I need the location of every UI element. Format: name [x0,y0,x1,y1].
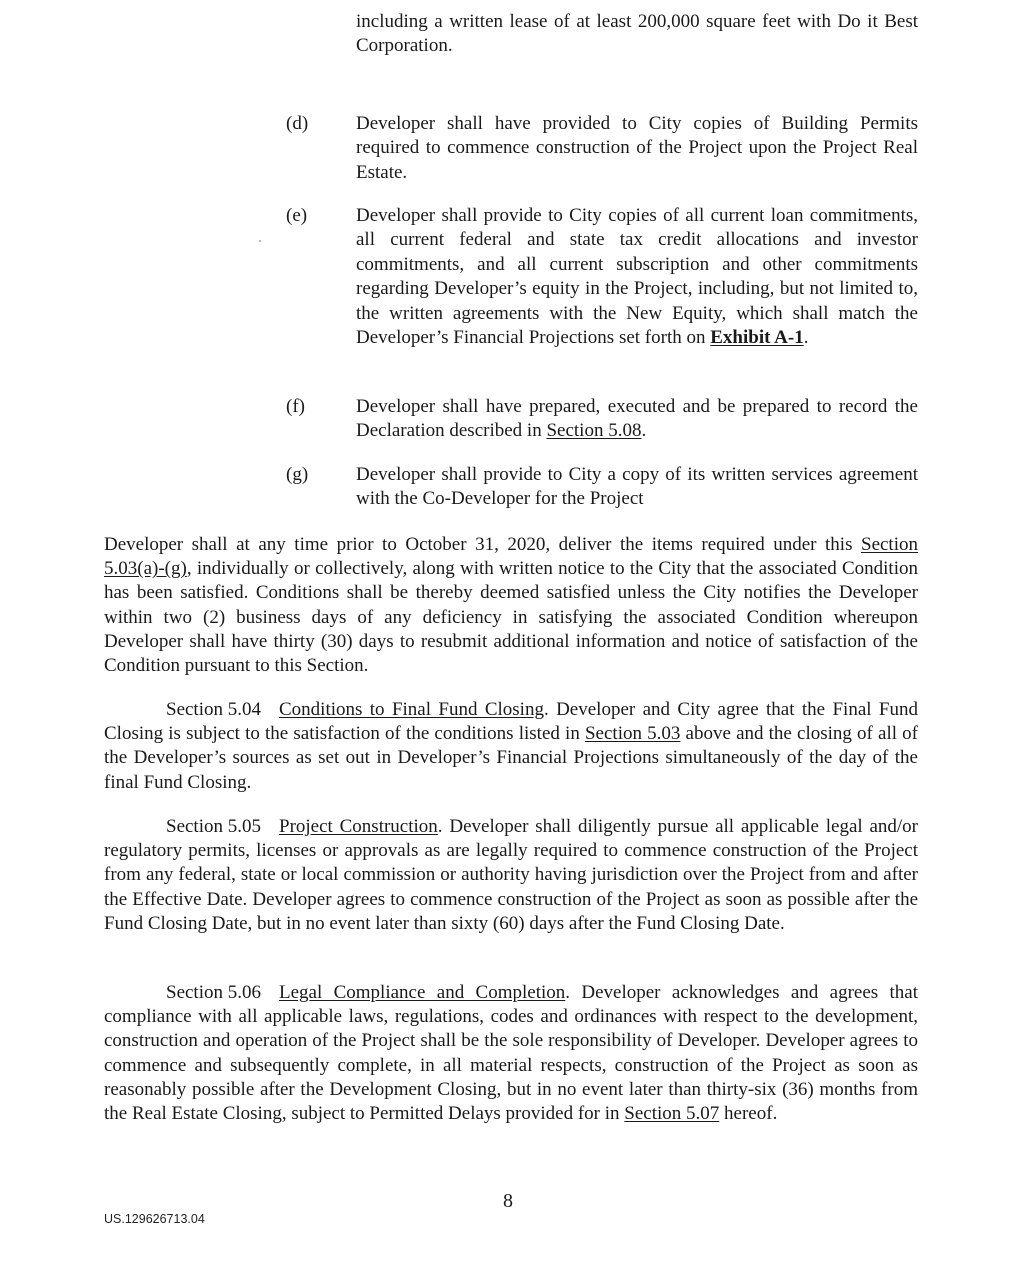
section-title: Conditions to Final Fund Closing [279,699,544,720]
text-segment: Developer shall provide to City copies of all current loan commitments, all current federal and state tax credit allocations and investor commitments, and all current subscription and other commitments regarding Developer’s equity in the Project, including, but not limited to, the written agreements with the New Equity, which shall match the Developer’s Financial Projections set forth on [356,205,918,349]
list-label: (f) [286,396,305,417]
list-item-f [286,395,918,444]
list-item-text: Developer shall have provided to City copies of Building Permits required to commence construction of the Project upon the Project Real Estate. [356,113,918,183]
list-item-text [356,204,918,350]
text-segment: . Developer and City agree that the Final Fund Closing is subject to the satisfaction of the conditions listed in [104,699,918,745]
text-segment: hereof. [719,1103,778,1125]
text-segment: Developer shall at any time prior to October 31, 2020, deliver the items required under this [104,534,861,555]
document-id: US.129626713.04 [104,1212,205,1226]
text-segment: . Developer shall diligently pursue all applicable legal and/or regulatory permits, licenses or approvals as are legally required to commence construction of the Project from any federal, state or local commission or authority having jurisdiction over the Project from and after the Effective Date. Developer agrees to commence construction of the Project as soon as possible after the Fund Closing Date, but in no event later than sixty (60) days after the Fund Closing Date. [104,816,919,934]
list-label: (d) [286,113,309,134]
section-link[interactable]: Section 5.03 [584,723,681,745]
list-label: (e) [286,205,308,226]
section-link[interactable]: Section 5.03(a)-(g) [104,534,918,580]
scan-artifact [259,240,261,242]
list-label: (g) [286,464,309,485]
section-5-04 [104,698,918,795]
section-5-06 [104,981,918,1126]
section-number: Section 5.05 [166,816,261,837]
section-number: Section 5.06 [166,982,261,1003]
exhibit-link[interactable]: Exhibit A-1 [710,327,804,349]
section-5-05 [104,815,918,936]
text-segment: , individually or collectively, along with written notice to the City that the associated Condition has been satisfied. Conditions shall be thereby deemed satisfied unless the City notifies the Developer within two (2) business days of any deficiency in satisfying the associated Condition whereupon Developer shall have thirty (30) days to resubmit additional information and notice of satisfaction of the Condition pursuant to this Section. [104,558,918,677]
text-segment: Developer shall have prepared, executed and be prepared to record the Declaration described in [356,396,918,442]
list-item-e [286,204,918,350]
section-title: Project Construction [279,816,438,837]
delivery-paragraph [104,533,918,678]
continuation-text: including a written lease of at least 200,000 square feet with Do it Best Corporation. [356,11,918,57]
section-link[interactable]: Section 5.08 [546,420,642,442]
text-segment: . [641,420,647,442]
list-item-text [356,395,918,444]
list-item-g [286,463,918,512]
section-title: Legal Compliance and Completion [279,982,566,1003]
page-number: 8 [503,1190,513,1212]
list-item-d [286,112,918,185]
text-segment: . Developer acknowledges and agrees that compliance with all applicable laws, regulations, codes and ordinances with respect to the development, construction and operation of the Project shall be the sole responsibility of Developer. Developer agrees to commence and subsequently complete, in all material respects, construction of the Project as soon as reasonably possible after the Development Closing, but in no event later than thirty-six (36) months from the Real Estate Closing, subject to Permitted Delays provided for in [104,982,918,1125]
text-segment: above and the closing of all of the Developer’s sources as set out in Developer’s Financial Projections simultaneously of the day of the final Fund Closing. [104,723,919,793]
section-link[interactable]: Section 5.07 [624,1103,720,1125]
list-item-text: Developer shall provide to City a copy of its written services agreement with the Co-Developer for the Project [356,464,918,510]
section-number: Section 5.04 [166,699,261,720]
text-segment: . [803,327,809,349]
